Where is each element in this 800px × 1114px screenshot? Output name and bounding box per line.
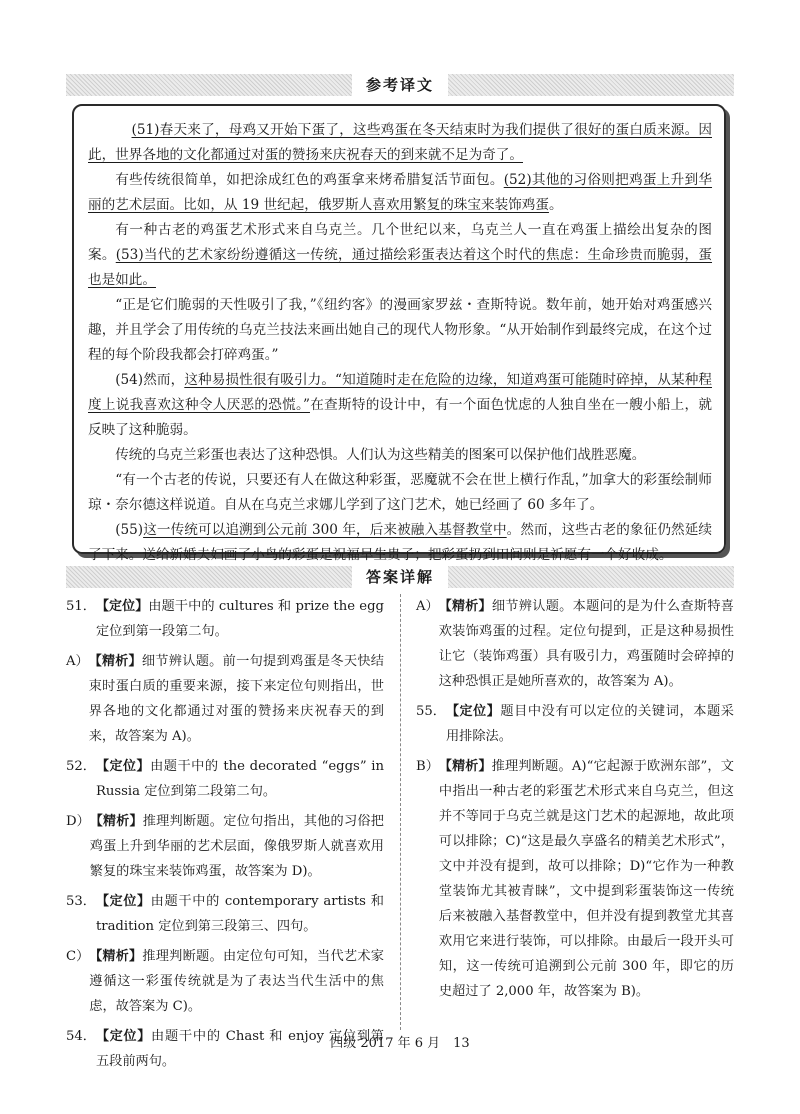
answer-item: A） 【精析】细节辨认题。本题问的是为什么查斯特喜欢装饰鸡蛋的过程。定位句提到，正是这种易损性让它（装饰鸡蛋）具有吸引力，鸡蛋随时会碎掉的这种恐惧正是她所喜欢的，故答案为 A)。 (416, 599, 734, 689)
page-footer: 四级 2017 年 6 月 13 (330, 1036, 470, 1051)
translation-paragraph-4: “正是它们脆弱的天性吸引了我，”《纽约客》的漫画家罗兹・查斯特说。数年前，她开始对鸡蛋感兴趣，并且学会了用传统的乌克兰技法来画出她自己的现代人物形象。“从开始制作到最终完成，在这个过程的每个阶段我都会打碎鸡蛋。” (88, 297, 712, 363)
answer-item: D） 【精析】推理判断题。定位句指出，其他的习俗把鸡蛋上升到华丽的艺术层面，像俄罗斯人就喜欢用繁复的珠宝来装饰鸡蛋，故答案为 D)。 (66, 814, 384, 879)
translation-title: 参考译文 (352, 74, 448, 96)
answer-item: B） 【精析】推理判断题。A)“它起源于欧洲东部”，文中指出一种古老的彩蛋艺术形式来自乌克兰，但这并不等同于乌克兰就是这门艺术的起源地，故此项可以排除；C)“这是最久享盛名的精美艺术形式”，文中并没有提到，故可以排除；D)“它作为一种教堂装饰尤其被青睐”，文中提到彩蛋装饰这一传统后来被融入基督教堂中，但并没有提到教堂尤其喜欢用它来进行装饰，可以排除。由最后一段开头可知，这一传统可追溯到公元前 300 年，即它的历史超过了 2,000 年，故答案为 B)。 (416, 759, 734, 999)
translation-paragraph-3: 有一种古老的鸡蛋艺术形式来自乌克兰。几个世纪以来，乌克兰人一直在鸡蛋上描绘出复杂的图案。(53)当代的艺术家纷纷遵循这一传统，通过描绘彩蛋表达着这个时代的焦虑：生命珍贵而脆弱，蛋也是如此。 (88, 222, 713, 288)
answer-item: 51． 【定位】由题干中的 cultures 和 prize the egg 定位到第一段第二句。 (66, 599, 384, 639)
translation-paragraph-8: (55)这一传统可以追溯到公元前 300 年，后来被融入基督教堂中。然而，这些古老的象征仍然延续了下来。送给新婚夫妇画了小鸟的彩蛋是祝福早生贵子；把彩蛋扔到田间则是祈愿有一个好收成。 (88, 522, 712, 563)
column-divider (400, 594, 401, 1030)
translation-section-header (66, 74, 734, 96)
translation-paragraph-7: “有一个古老的传说，只要还有人在做这种彩蛋，恶魔就不会在世上横行作乱，”加拿大的彩蛋绘制师琼・奈尔德这样说道。自从在乌克兰求娜儿学到了这门艺术，她已经画了 60 多年了。 (88, 472, 712, 513)
answers-right-column (416, 594, 734, 1004)
answers-left-column (66, 594, 384, 1074)
answer-item: A） 【精析】细节辨认题。前一句提到鸡蛋是冬天快结束时蛋白质的重要来源，接下来定位句则指出，世界各地的文化都通过对蛋的赞扬来庆祝春天的到来，故答案为 A)。 (66, 654, 384, 744)
answer-item: C） 【精析】推理判断题。由定位句可知，当代艺术家遵循这一彩蛋传统就是为了表达当代生活中的焦虑，故答案为 C)。 (66, 949, 384, 1014)
answers-title: 答案详解 (352, 566, 448, 588)
answer-item: 54． 【定位】由题干中的 Chast 和 enjoy 定位到第五段前两句。 (66, 1029, 384, 1069)
answer-item: 52． 【定位】由题干中的 the decorated “eggs” in Russia 定位到第二段第二句。 (66, 759, 384, 799)
answers-section-header (66, 566, 734, 588)
answer-item: 53． 【定位】由题干中的 contemporary artists 和 tradition 定位到第三段第三、四句。 (66, 894, 384, 934)
answer-item: 55． 【定位】题目中没有可以定位的关键词，本题采用排除法。 (416, 704, 734, 744)
translation-paragraph-1: (51)春天来了，母鸡又开始下蛋了，这些鸡蛋在冬天结束时为我们提供了很好的蛋白质来源。因此，世界各地的文化都通过对蛋的赞扬来庆祝春天的到来就不足为奇了。 (88, 122, 712, 163)
translation-paragraph-2: 有些传统很简单，如把涂成红色的鸡蛋拿来烤希腊复活节面包。(52)其他的习俗则把鸡蛋上升到华丽的艺术层面。比如，从 19 世纪起，俄罗斯人喜欢用繁复的珠宝来装饰鸡蛋。 (88, 172, 713, 213)
translation-paragraph-5: (54)然而，这种易损性很有吸引力。“知道随时走在危险的边缘，知道鸡蛋可能随时碎掉，从某种程度上说我喜欢这种令人厌恶的恐慌。”在查斯特的设计中，有一个面色忧虑的人独自坐在一艘小船上，就反映了这种脆弱。 (88, 372, 712, 438)
translation-box (72, 104, 726, 563)
translation-paragraph-6: 传统的乌克兰彩蛋也表达了这种恐惧。人们认为这些精美的图案可以保护他们战胜恶魔。 (115, 447, 646, 463)
